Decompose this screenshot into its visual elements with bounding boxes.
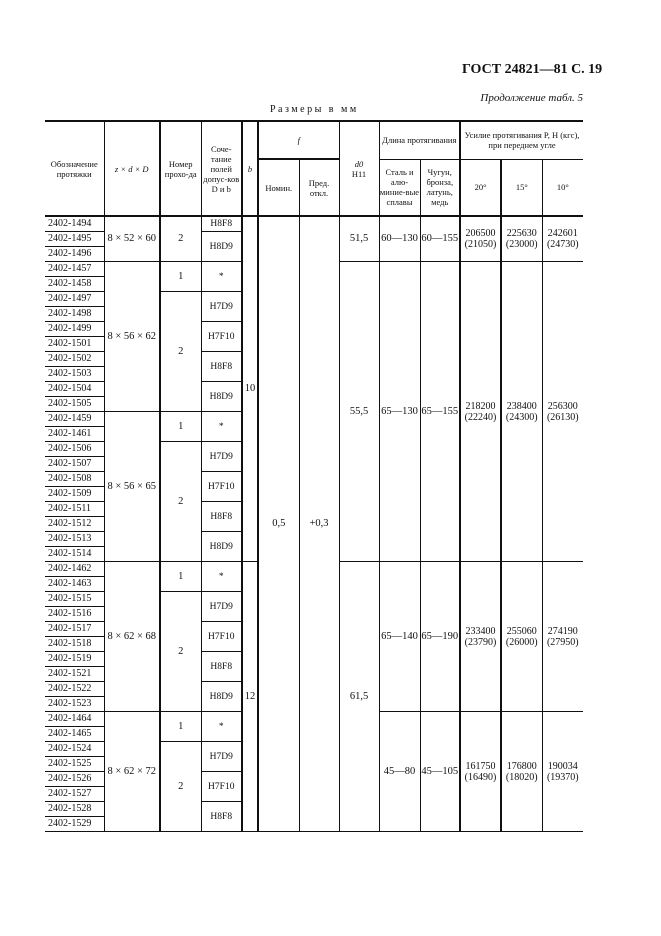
size-cell: 8 × 62 × 68 [104, 562, 160, 712]
broach-code: 2402-1505 [45, 397, 104, 412]
broach-code: 2402-1517 [45, 622, 104, 637]
header-f: f [258, 121, 339, 159]
force-20-cell: 218200 (22240) [460, 262, 501, 562]
header-force: Усилие протягивания P, Н (кгс), при переднем угле [460, 121, 583, 159]
force-15-cell: 176800 (18020) [501, 712, 542, 832]
force-15-cell: 225630 (23000) [501, 216, 542, 262]
pass-cell: 2 [160, 216, 201, 262]
fit-cell: * [201, 712, 242, 742]
broach-code: 2402-1504 [45, 382, 104, 397]
fit-cell: H8D9 [201, 682, 242, 712]
header-b: b [242, 121, 258, 216]
force-10-cell: 256300 (26130) [542, 262, 583, 562]
broach-code: 2402-1521 [45, 667, 104, 682]
pass-cell: 1 [160, 712, 201, 742]
fit-cell: H7D9 [201, 442, 242, 472]
broach-code: 2402-1512 [45, 517, 104, 532]
size-cell: 8 × 62 × 72 [104, 712, 160, 832]
broach-code: 2402-1501 [45, 337, 104, 352]
fit-cell: * [201, 262, 242, 292]
fit-cell: H8F8 [201, 652, 242, 682]
broach-code: 2402-1515 [45, 592, 104, 607]
broach-code: 2402-1494 [45, 216, 104, 232]
broach-code: 2402-1508 [45, 472, 104, 487]
fit-cell: H7D9 [201, 742, 242, 772]
broach-code: 2402-1524 [45, 742, 104, 757]
broach-code: 2402-1522 [45, 682, 104, 697]
length-iron-cell: 65—190 [420, 562, 460, 712]
pass-cell: 2 [160, 292, 201, 412]
pass-cell: 2 [160, 592, 201, 712]
broach-code: 2402-1506 [45, 442, 104, 457]
pass-cell: 1 [160, 412, 201, 442]
broach-code: 2402-1511 [45, 502, 104, 517]
force-20-cell: 206500 (21050) [460, 216, 501, 262]
broach-code: 2402-1523 [45, 697, 104, 712]
broach-code: 2402-1503 [45, 367, 104, 382]
f-nom-cell: 0,5 [258, 216, 299, 832]
header-f-dev: Пред. откл. [299, 159, 339, 216]
fit-cell: H8F8 [201, 502, 242, 532]
header-designation: Обозначение протяжки [45, 121, 104, 216]
broach-code: 2402-1464 [45, 712, 104, 727]
d0-cell: 51,5 [339, 216, 379, 262]
header-length: Длина протягивания [379, 121, 460, 159]
header-angle-10: 10° [542, 159, 583, 216]
broach-code: 2402-1509 [45, 487, 104, 502]
d0-cell: 61,5 [339, 562, 379, 832]
force-10-cell: 274190 (27950) [542, 562, 583, 712]
fit-cell: H8F8 [201, 216, 242, 232]
broach-code: 2402-1458 [45, 277, 104, 292]
length-steel-cell: 65—130 [379, 262, 420, 562]
broach-code: 2402-1507 [45, 457, 104, 472]
header-length-steel: Сталь и алю-миние-вые сплавы [379, 159, 420, 216]
pass-cell: 2 [160, 442, 201, 562]
page-title: ГОСТ 24821—81 С. 19 [462, 62, 603, 77]
fit-cell: * [201, 412, 242, 442]
length-steel-cell: 65—140 [379, 562, 420, 712]
broach-code: 2402-1525 [45, 757, 104, 772]
fit-cell: H7D9 [201, 592, 242, 622]
length-iron-cell: 65—155 [420, 262, 460, 562]
force-15-cell: 255060 (26000) [501, 562, 542, 712]
broach-code: 2402-1457 [45, 262, 104, 277]
broach-code: 2402-1495 [45, 232, 104, 247]
force-10-cell: 242601 (24730) [542, 216, 583, 262]
force-20-cell: 161750 (16490) [460, 712, 501, 832]
fit-cell: H8D9 [201, 382, 242, 412]
broach-code: 2402-1514 [45, 547, 104, 562]
fit-cell: H8D9 [201, 532, 242, 562]
b-cell: 10 [242, 216, 258, 562]
header-f-nom: Номин. [258, 159, 299, 216]
length-iron-cell: 60—155 [420, 216, 460, 262]
force-15-cell: 238400 (24300) [501, 262, 542, 562]
header-zdD: z × d × D [104, 121, 160, 216]
broach-code: 2402-1529 [45, 817, 104, 832]
broach-code: 2402-1461 [45, 427, 104, 442]
broach-table [45, 120, 583, 832]
d0-cell: 55,5 [339, 262, 379, 562]
broach-code: 2402-1527 [45, 787, 104, 802]
table-row [45, 216, 583, 232]
broach-code: 2402-1513 [45, 532, 104, 547]
broach-code: 2402-1519 [45, 652, 104, 667]
fit-cell: H7F10 [201, 622, 242, 652]
header-fit-combo: Соче-тание полей допус-ков D и b [201, 121, 242, 216]
size-cell: 8 × 52 × 60 [104, 216, 160, 262]
header-length-iron: Чугун, бронза, латунь, медь [420, 159, 460, 216]
fit-cell: H8D9 [201, 232, 242, 262]
length-steel-cell: 45—80 [379, 712, 420, 832]
broach-code: 2402-1502 [45, 352, 104, 367]
size-cell: 8 × 56 × 65 [104, 412, 160, 562]
length-iron-cell: 45—105 [420, 712, 460, 832]
table-continuation-label: Продолжение табл. 5 [480, 92, 583, 104]
broach-code: 2402-1498 [45, 307, 104, 322]
broach-code: 2402-1463 [45, 577, 104, 592]
fit-cell: H7F10 [201, 472, 242, 502]
broach-code: 2402-1499 [45, 322, 104, 337]
fit-cell: H7F10 [201, 322, 242, 352]
force-20-cell: 233400 (23790) [460, 562, 501, 712]
broach-code: 2402-1496 [45, 247, 104, 262]
broach-code: 2402-1462 [45, 562, 104, 577]
table-body [45, 216, 583, 832]
header-angle-20: 20° [460, 159, 501, 216]
fit-cell: H8F8 [201, 802, 242, 832]
force-10-cell: 190034 (19370) [542, 712, 583, 832]
header-angle-15: 15° [501, 159, 542, 216]
fit-cell: H8F8 [201, 352, 242, 382]
broach-code: 2402-1465 [45, 727, 104, 742]
dimensions-note: Размеры в мм [270, 104, 359, 115]
pass-cell: 2 [160, 742, 201, 832]
broach-code: 2402-1516 [45, 607, 104, 622]
broach-code: 2402-1459 [45, 412, 104, 427]
pass-cell: 1 [160, 262, 201, 292]
header-pass-no: Номер прохо-да [160, 121, 201, 216]
broach-code: 2402-1528 [45, 802, 104, 817]
broach-code: 2402-1518 [45, 637, 104, 652]
broach-code: 2402-1526 [45, 772, 104, 787]
header-d0: d0 H11 [339, 121, 379, 216]
b-cell: 12 [242, 562, 258, 832]
fit-cell: H7F10 [201, 772, 242, 802]
f-dev-cell: +0,3 [299, 216, 339, 832]
fit-cell: H7D9 [201, 292, 242, 322]
broach-code: 2402-1497 [45, 292, 104, 307]
pass-cell: 1 [160, 562, 201, 592]
size-cell: 8 × 56 × 62 [104, 262, 160, 412]
fit-cell: * [201, 562, 242, 592]
length-steel-cell: 60—130 [379, 216, 420, 262]
